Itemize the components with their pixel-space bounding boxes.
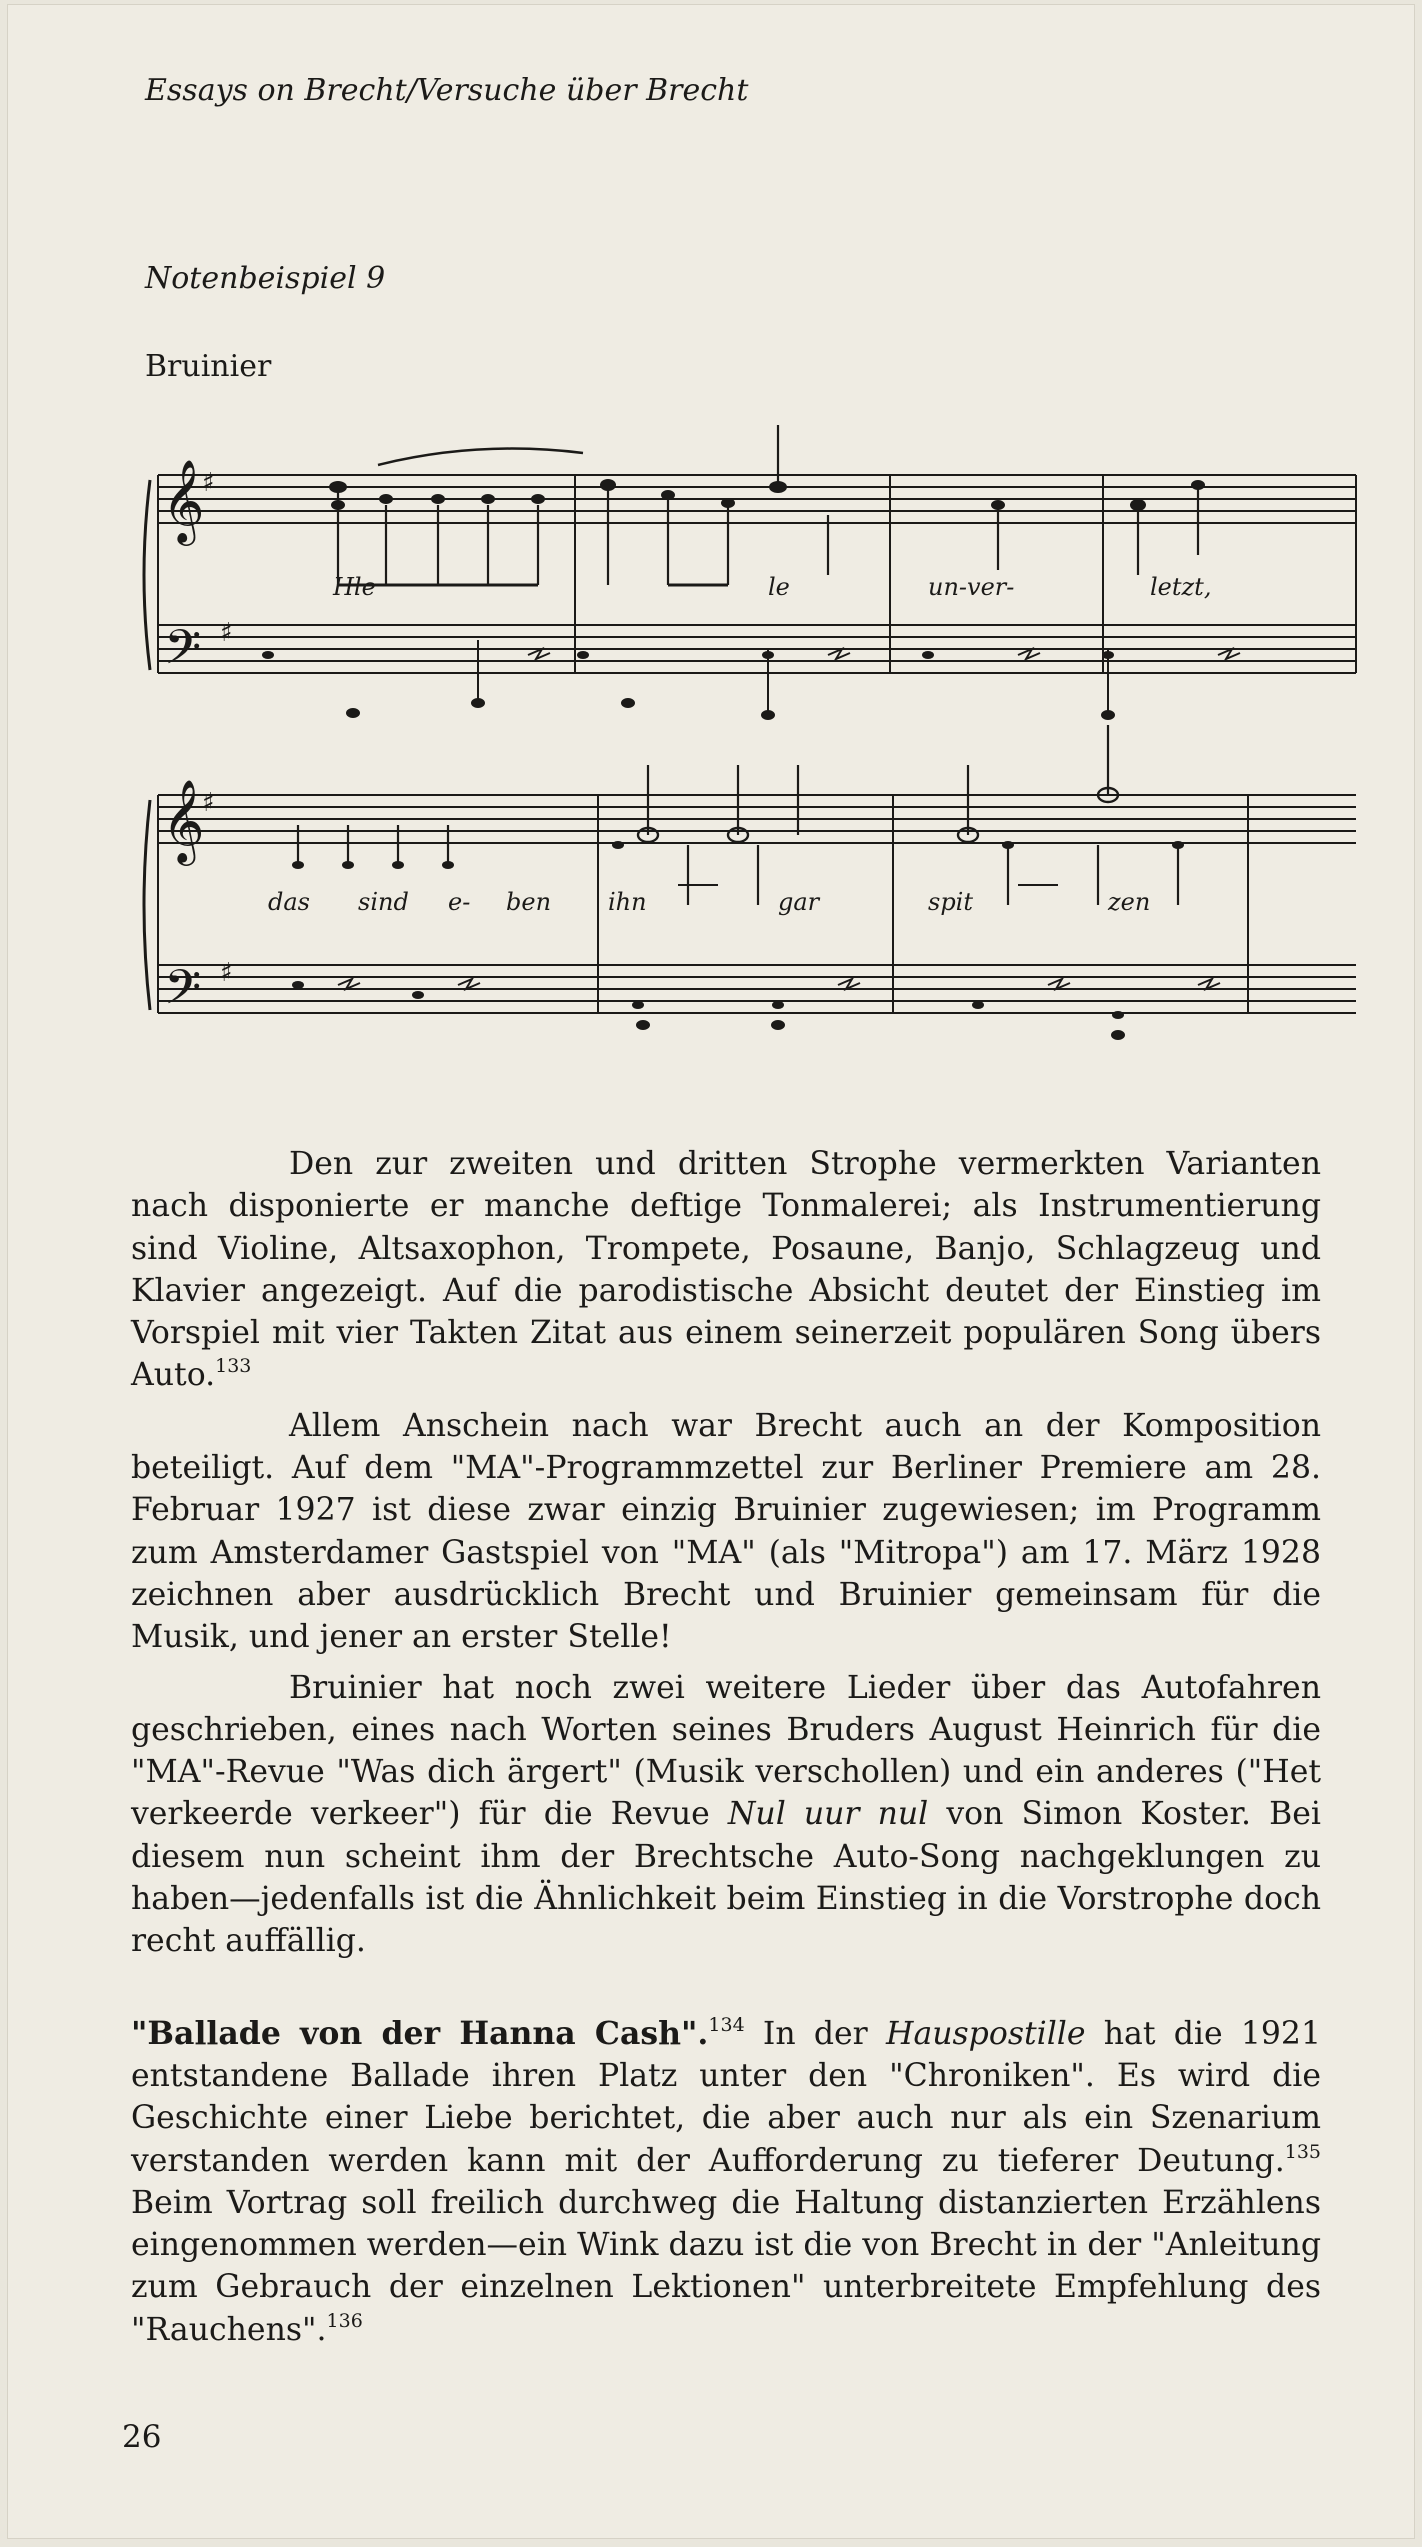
music-score	[138, 425, 1368, 1045]
svg-text:♯: ♯	[202, 468, 215, 498]
paragraph-3: Bruinier hat noch zwei weitere Lieder über das Autofahren geschrieben, eines nach Worten seines Bruders August Heinrich für die "MA"-Revue "Was dich ärgert" (Musik verschollen) und ein anderes ("Het verkeerde verkeer") für die Revue Nul uur nul von Simon Koster. Bei diesem nun scheint ihm der Brechtsche Auto-Song nachgeklungen zu haben—jedenfalls ist die Ähnlichkeit beim Einstieg in die Vorstrophe doch recht auffällig.	[131, 1669, 1322, 1960]
svg-text:♯: ♯	[220, 618, 233, 648]
svg-text:𝄞: 𝄞	[162, 778, 205, 862]
system1-bass-staff	[158, 625, 1356, 673]
body-text	[131, 1143, 1321, 2351]
lyric-s2-1: sind	[358, 888, 409, 916]
system2-treble-staff	[158, 795, 1356, 843]
running-header: Essays on Brecht/Versuche über Brecht	[145, 73, 749, 108]
section-heading: "Ballade von der Hanna Cash".	[131, 2014, 709, 2052]
composer-name: Bruinier	[145, 349, 272, 384]
lyric-s2-6: spit	[928, 888, 973, 916]
svg-text:♯: ♯	[202, 788, 215, 818]
svg-text:♯: ♯	[220, 958, 233, 988]
lyric-s2-3: ben	[506, 888, 552, 916]
page-number: 26	[122, 2419, 162, 2455]
lyric-s1-0: Hle	[333, 573, 376, 601]
lyric-s2-0: das	[268, 888, 310, 916]
svg-text:𝄢: 𝄢	[164, 619, 202, 687]
svg-text:𝄞: 𝄞	[162, 458, 205, 542]
system2-bass-staff	[158, 965, 1356, 1013]
lyric-s2-5: gar	[778, 888, 820, 916]
lyric-s2-4: ihn	[608, 888, 647, 916]
lyric-s1-3: letzt,	[1150, 573, 1212, 601]
figure-label: Notenbeispiel 9	[145, 261, 386, 296]
paragraph-2: Allem Anschein nach war Brecht auch an der Komposition beteiligt. Auf dem "MA"-Programmzettel zur Berliner Premiere am 28. Februar 1927 ist diese zwar einzig Bruinier zugewiesen; im Programm zum Amsterdamer Gastspiel von "MA" (als "Mitropa") am 17. März 1928 zeichnen aber ausdrücklich Brecht und Bruinier gemeinsam für die Musik, und jener an erster Stelle!	[131, 1407, 1321, 1656]
lyric-s2-7: zen	[1108, 888, 1151, 916]
lyric-s2-2: e-	[448, 888, 471, 916]
lyric-s1-2: un-ver-	[928, 573, 1015, 601]
paragraph-4: "Ballade von der Hanna Cash".$^{134}$ In der Hauspostille hat die 1921 entstandene Ballade ihren Platz unter den "Chroniken". Es wird die Geschichte einer Liebe berichtet, die aber auch nur als ein Szenarium verstanden werden kann mit der Aufforderung zu tieferer Deutung.$^{135}$ Beim Vortrag soll freilich durchweg die Haltung distanzierten Erzählens eingenommen werden—ein Wink dazu ist die von Brecht in der "Anleitung zum Gebrauch der einzelnen Lektionen" unterbreitete Empfehlung des "Rauchens".$^{136}$	[131, 2013, 1322, 2348]
paragraph-1: Den zur zweiten und dritten Strophe vermerkten Varianten nach disponierte er manche deftige Tonmalerei; als Instrumentierung sind Violine, Altsaxophon, Trompete, Posaune, Banjo, Schlagzeug und Klavier angezeigt. Auf die parodistische Absicht deutet der Einstieg im Vorspiel mit vier Takten Zitat aus einem seinerzeit populären Song übers Auto.$^{133}$	[131, 1146, 1321, 1394]
footnote-ref: 133	[215, 1355, 252, 1378]
lyric-s1-1: le	[768, 573, 790, 601]
book-page	[7, 4, 1415, 2539]
svg-text:𝄢: 𝄢	[164, 959, 202, 1027]
